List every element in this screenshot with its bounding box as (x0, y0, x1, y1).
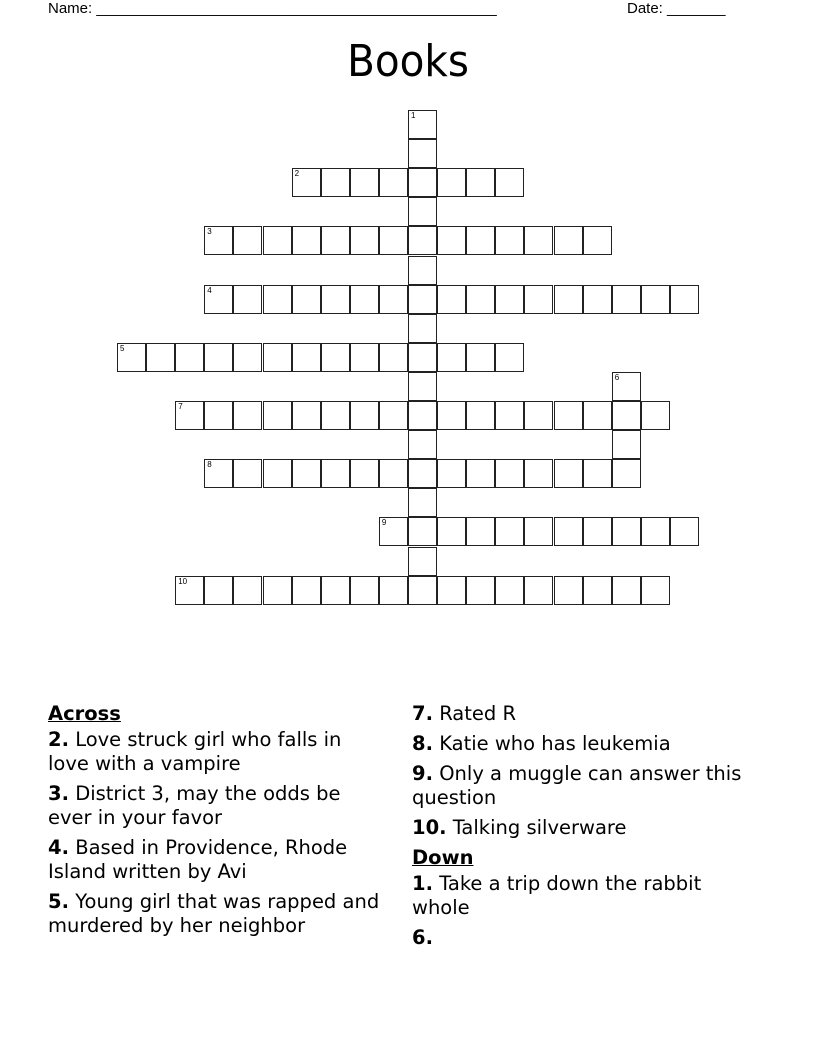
clue-number: 5 (120, 343, 125, 353)
grid-cell[interactable] (263, 285, 292, 314)
grid-cell[interactable] (524, 459, 553, 488)
grid-cell[interactable] (670, 517, 699, 546)
grid-cell[interactable] (321, 226, 350, 255)
grid-cell[interactable] (612, 517, 641, 546)
clue-across-2: 2. Love struck girl who falls in love with a vampire (48, 728, 342, 775)
grid-cell[interactable] (204, 285, 233, 314)
grid-cell[interactable] (408, 226, 437, 255)
grid-cell[interactable] (204, 576, 233, 605)
grid-cell[interactable] (408, 110, 437, 139)
grid-cell[interactable] (379, 459, 408, 488)
grid-cell[interactable] (524, 401, 553, 430)
grid-cell[interactable] (263, 401, 292, 430)
clue-across-8: 8. Katie who has leukemia (412, 732, 671, 755)
clue-number: 6 (614, 372, 620, 382)
grid-cell[interactable] (292, 576, 321, 605)
grid-cell[interactable] (437, 168, 466, 197)
grid-cell[interactable] (204, 401, 233, 430)
grid-cell[interactable] (437, 226, 466, 255)
grid-cell[interactable] (350, 576, 379, 605)
clue-down-1: 1. Take a trip down the rabbit whole (412, 872, 702, 919)
clue-number: 9 (381, 518, 387, 528)
grid-cell[interactable] (379, 401, 408, 430)
grid-cell[interactable] (554, 285, 583, 314)
grid-cell[interactable] (350, 459, 379, 488)
grid-cell[interactable] (379, 168, 408, 197)
clue-number: 10 (178, 576, 188, 586)
grid-cell[interactable] (408, 256, 437, 285)
grid-cell[interactable] (117, 343, 146, 372)
grid-cell[interactable] (437, 401, 466, 430)
grid-cell[interactable] (321, 168, 350, 197)
grid-cell[interactable] (292, 168, 321, 197)
grid-cell[interactable] (146, 343, 175, 372)
grid-cell[interactable] (524, 576, 553, 605)
clue-across-10: 10. Talking silverware (412, 816, 627, 839)
grid-cell[interactable] (379, 343, 408, 372)
grid-cell[interactable] (204, 459, 233, 488)
clues-right-column (412, 702, 752, 956)
grid-cell[interactable] (466, 401, 495, 430)
grid-cell[interactable] (408, 488, 437, 517)
grid-cell[interactable] (554, 576, 583, 605)
grid-cell[interactable] (554, 401, 583, 430)
date-field[interactable]: Date: _______ (627, 0, 726, 17)
grid-cell[interactable] (379, 285, 408, 314)
grid-cell[interactable] (495, 285, 524, 314)
grid-cell[interactable] (408, 343, 437, 372)
grid-cell[interactable] (495, 576, 524, 605)
grid-cell[interactable] (670, 285, 699, 314)
grid-cell[interactable] (612, 372, 641, 401)
clue-number: 3 (207, 227, 212, 237)
grid-cell[interactable] (350, 168, 379, 197)
grid-cell[interactable] (524, 517, 553, 546)
grid-cell[interactable] (233, 343, 262, 372)
grid-cell[interactable] (408, 547, 437, 576)
grid-cell[interactable] (437, 285, 466, 314)
grid-cell[interactable] (583, 285, 612, 314)
grid-cell[interactable] (321, 285, 350, 314)
grid-cell[interactable] (408, 517, 437, 546)
grid-cell[interactable] (641, 517, 670, 546)
grid-cell[interactable] (350, 401, 379, 430)
clue-down-6: 6. (412, 926, 433, 949)
grid-cell[interactable] (466, 285, 495, 314)
grid-cell[interactable] (292, 226, 321, 255)
grid-cell[interactable] (408, 314, 437, 343)
grid-cell[interactable] (641, 576, 670, 605)
grid-cell[interactable] (495, 517, 524, 546)
grid-cell[interactable] (466, 226, 495, 255)
grid-cell[interactable] (495, 168, 524, 197)
grid-cell[interactable] (408, 401, 437, 430)
grid-cell[interactable] (292, 285, 321, 314)
grid-cell[interactable] (321, 459, 350, 488)
grid-cell[interactable] (466, 459, 495, 488)
grid-cell[interactable] (583, 226, 612, 255)
grid-cell[interactable] (495, 343, 524, 372)
clue-across-3: 3. District 3, may the odds be ever in your favor (48, 782, 341, 829)
grid-cell[interactable] (292, 343, 321, 372)
grid-cell[interactable] (292, 459, 321, 488)
name-field[interactable]: Name: ________________________________________________ (48, 0, 497, 17)
grid-cell[interactable] (408, 576, 437, 605)
grid-cell[interactable] (437, 343, 466, 372)
grid-cell[interactable] (641, 401, 670, 430)
clue-number: 1 (411, 111, 416, 120)
grid-cell[interactable] (583, 401, 612, 430)
clue-number: 2 (294, 169, 300, 179)
grid-cell[interactable] (350, 285, 379, 314)
grid-cell[interactable] (437, 459, 466, 488)
grid-cell[interactable] (612, 285, 641, 314)
grid-cell[interactable] (292, 401, 321, 430)
grid-cell[interactable] (495, 401, 524, 430)
grid-cell[interactable] (495, 459, 524, 488)
grid-cell[interactable] (321, 576, 350, 605)
down-heading: Down (412, 846, 474, 869)
grid-cell[interactable] (408, 168, 437, 197)
grid-cell[interactable] (408, 285, 437, 314)
grid-cell[interactable] (175, 343, 204, 372)
grid-cell[interactable] (524, 226, 553, 255)
grid-cell[interactable] (233, 226, 262, 255)
grid-cell[interactable] (437, 517, 466, 546)
grid-cell[interactable] (233, 401, 262, 430)
grid-cell[interactable] (233, 285, 262, 314)
grid-cell[interactable] (466, 343, 495, 372)
grid-cell[interactable] (612, 459, 641, 488)
grid-cell[interactable] (175, 401, 204, 430)
grid-cell[interactable] (321, 401, 350, 430)
across-heading: Across (48, 702, 121, 725)
grid-cell[interactable] (583, 517, 612, 546)
clue-across-4: 4. Based in Providence, Rhode Island written by Avi (48, 836, 348, 883)
grid-cell[interactable] (437, 576, 466, 605)
clues-left-column (48, 702, 388, 944)
grid-cell[interactable] (466, 168, 495, 197)
clue-number: 7 (178, 402, 183, 411)
grid-cell[interactable] (408, 197, 437, 226)
grid-cell[interactable] (233, 459, 262, 488)
grid-cell[interactable] (554, 226, 583, 255)
grid-cell[interactable] (466, 576, 495, 605)
grid-cell[interactable] (466, 517, 495, 546)
page-title: Books (347, 36, 469, 87)
grid-cell[interactable] (350, 226, 379, 255)
grid-cell[interactable] (263, 343, 292, 372)
grid-cell[interactable] (263, 576, 292, 605)
grid-cell[interactable] (233, 576, 262, 605)
grid-cell[interactable] (408, 430, 437, 459)
grid-cell[interactable] (204, 226, 233, 255)
grid-cell[interactable] (495, 226, 524, 255)
grid-cell[interactable] (612, 430, 641, 459)
grid-cell[interactable] (524, 285, 553, 314)
clue-number: 4 (207, 285, 212, 295)
grid-cell[interactable] (554, 517, 583, 546)
grid-cell[interactable] (583, 576, 612, 605)
grid-cell[interactable] (612, 576, 641, 605)
clue-across-7: 7. Rated R (412, 702, 517, 725)
grid-cell[interactable] (379, 517, 408, 546)
clue-across-9: 9. Only a muggle can answer this question (412, 762, 742, 809)
grid-cell[interactable] (263, 459, 292, 488)
grid-cell[interactable] (204, 343, 233, 372)
grid-cell[interactable] (321, 343, 350, 372)
grid-cell[interactable] (408, 459, 437, 488)
grid-cell[interactable] (350, 343, 379, 372)
grid-cell[interactable] (612, 401, 641, 430)
grid-cell[interactable] (175, 576, 204, 605)
grid-cell[interactable] (583, 459, 612, 488)
grid-cell[interactable] (408, 372, 437, 401)
grid-cell[interactable] (408, 139, 437, 168)
grid-cell[interactable] (263, 226, 292, 255)
grid-cell[interactable] (379, 576, 408, 605)
clue-number: 8 (207, 460, 212, 470)
grid-cell[interactable] (554, 459, 583, 488)
grid-cell[interactable] (641, 285, 670, 314)
clue-across-5: 5. Young girl that was rapped and murdered by her neighbor (48, 890, 380, 937)
grid-cell[interactable] (379, 226, 408, 255)
